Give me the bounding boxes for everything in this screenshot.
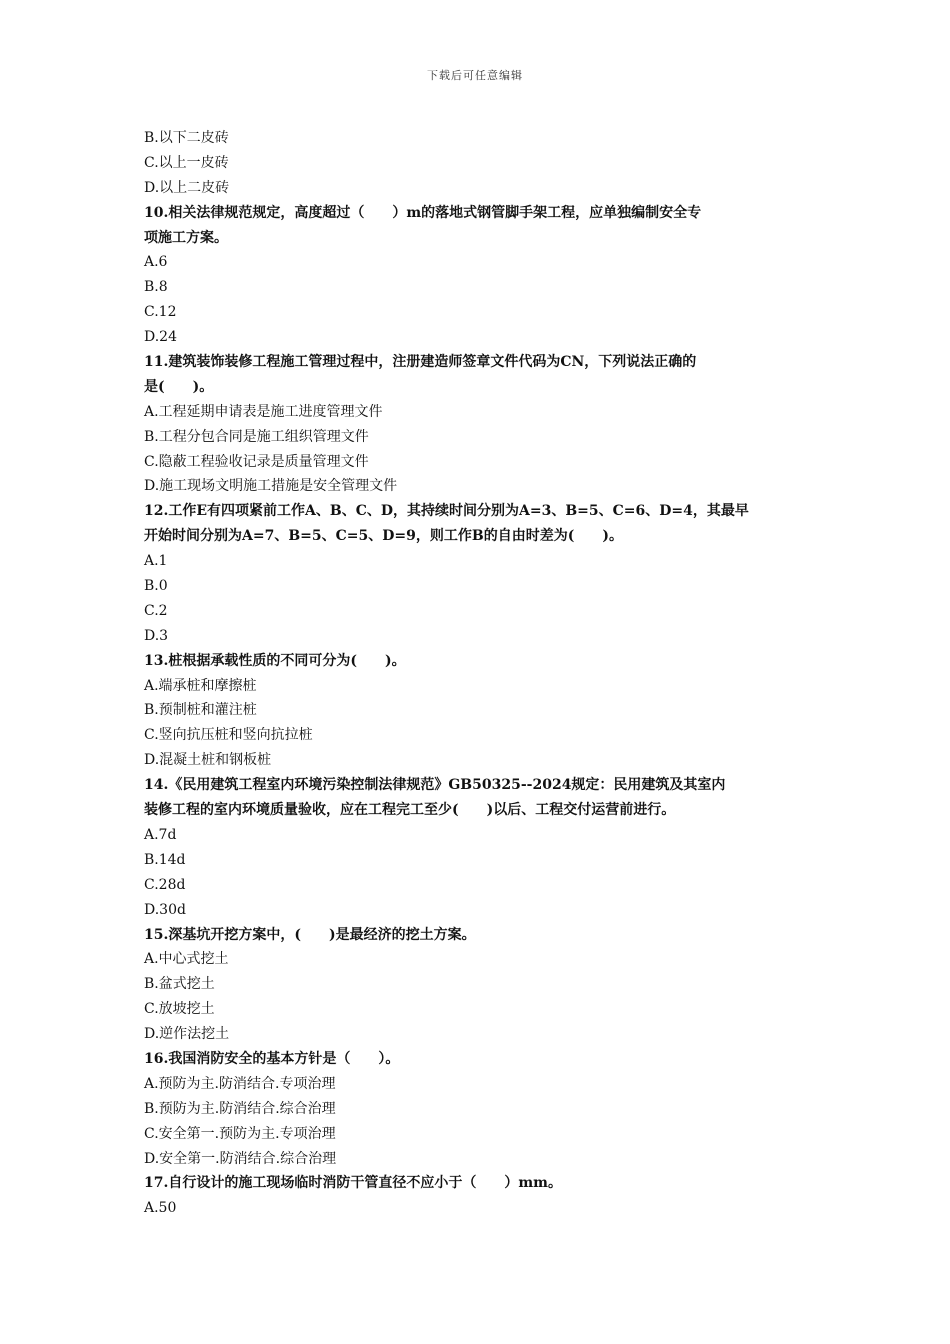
- answer-option: B.8: [144, 279, 168, 296]
- answer-option: B.预防为主.防消结合.综合治理: [144, 1100, 336, 1117]
- question-text-line: 15.深基坑开挖方案中，( )是最经济的挖土方案。: [144, 926, 476, 943]
- question-text-line: 16.我国消防安全的基本方针是（ ）。: [144, 1050, 400, 1067]
- answer-option: B.0: [144, 578, 168, 595]
- answer-option: A.端承桩和摩擦桩: [144, 677, 257, 694]
- answer-option: D.30d: [144, 901, 186, 918]
- answer-option: C.安全第一.预防为主.专项治理: [144, 1125, 336, 1142]
- answer-option: A.预防为主.防消结合.专项治理: [144, 1075, 336, 1092]
- answer-option: B.14d: [144, 851, 186, 868]
- answer-option: A.中心式挖土: [144, 951, 229, 968]
- answer-option: C.隐蔽工程验收记录是质量管理文件: [144, 453, 369, 470]
- answer-option: C.12: [144, 304, 177, 321]
- question-text-line: 17.自行设计的施工现场临时消防干管直径不应小于（ ）mm。: [144, 1175, 562, 1192]
- answer-option: C.放坡挖土: [144, 1001, 215, 1018]
- question-text-line: 14.《民用建筑工程室内环境污染控制法律规范》GB50325--2024规定：民用建筑及其室内: [144, 777, 726, 794]
- answer-option: D.安全第一.防消结合.综合治理: [144, 1150, 337, 1167]
- answer-option: C.28d: [144, 876, 186, 893]
- answer-option: C.以上一皮砖: [144, 154, 229, 171]
- answer-option: B.工程分包合同是施工组织管理文件: [144, 428, 369, 445]
- answer-option: A.6: [144, 254, 168, 271]
- answer-option: D.混凝土桩和钢板桩: [144, 752, 272, 769]
- answer-option: D.施工现场文明施工措施是安全管理文件: [144, 478, 398, 495]
- answer-option: D.以上二皮砖: [144, 179, 230, 196]
- question-text-line: 13.桩根据承载性质的不同可分为( )。: [144, 652, 406, 669]
- question-text-line: 是( )。: [144, 378, 214, 395]
- answer-option: A.工程延期申请表是施工进度管理文件: [144, 403, 383, 420]
- answer-option: D.24: [144, 329, 177, 346]
- page-header: 下载后可任意编辑: [427, 69, 523, 82]
- answer-option: A.7d: [144, 826, 177, 843]
- question-text-line: 12.工作E有四项紧前工作A、B、C、D，其持续时间分别为A=3、B=5、C=6、D=4，其最早: [144, 503, 749, 520]
- question-text-line: 装修工程的室内环境质量验收，应在工程完工至少( )以后、工程交付运营前进行。: [144, 802, 676, 819]
- document-body: [144, 126, 814, 1221]
- answer-option: C.2: [144, 602, 168, 619]
- question-text-line: 项施工方案。: [144, 229, 228, 246]
- answer-option: B.预制桩和灌注桩: [144, 702, 257, 719]
- answer-option: A.50: [144, 1200, 177, 1217]
- answer-option: B.以下二皮砖: [144, 130, 229, 146]
- answer-option: D.逆作法挖土: [144, 1026, 230, 1043]
- answer-option: C.竖向抗压桩和竖向抗拉桩: [144, 727, 313, 744]
- question-text-line: 11.建筑装饰装修工程施工管理过程中，注册建造师签章文件代码为CN，下列说法正确的: [144, 354, 697, 371]
- answer-option: D.3: [144, 627, 169, 644]
- question-text-line: 开始时间分别为A=7、B=5、C=5、D=9，则工作B的自由时差为( )。: [144, 528, 623, 545]
- question-text-line: 10.相关法律规范规定，高度超过（ ）m的落地式钢管脚手架工程，应单独编制安全专: [144, 204, 702, 221]
- answer-option: A.1: [144, 553, 168, 570]
- answer-option: B.盆式挖土: [144, 976, 215, 993]
